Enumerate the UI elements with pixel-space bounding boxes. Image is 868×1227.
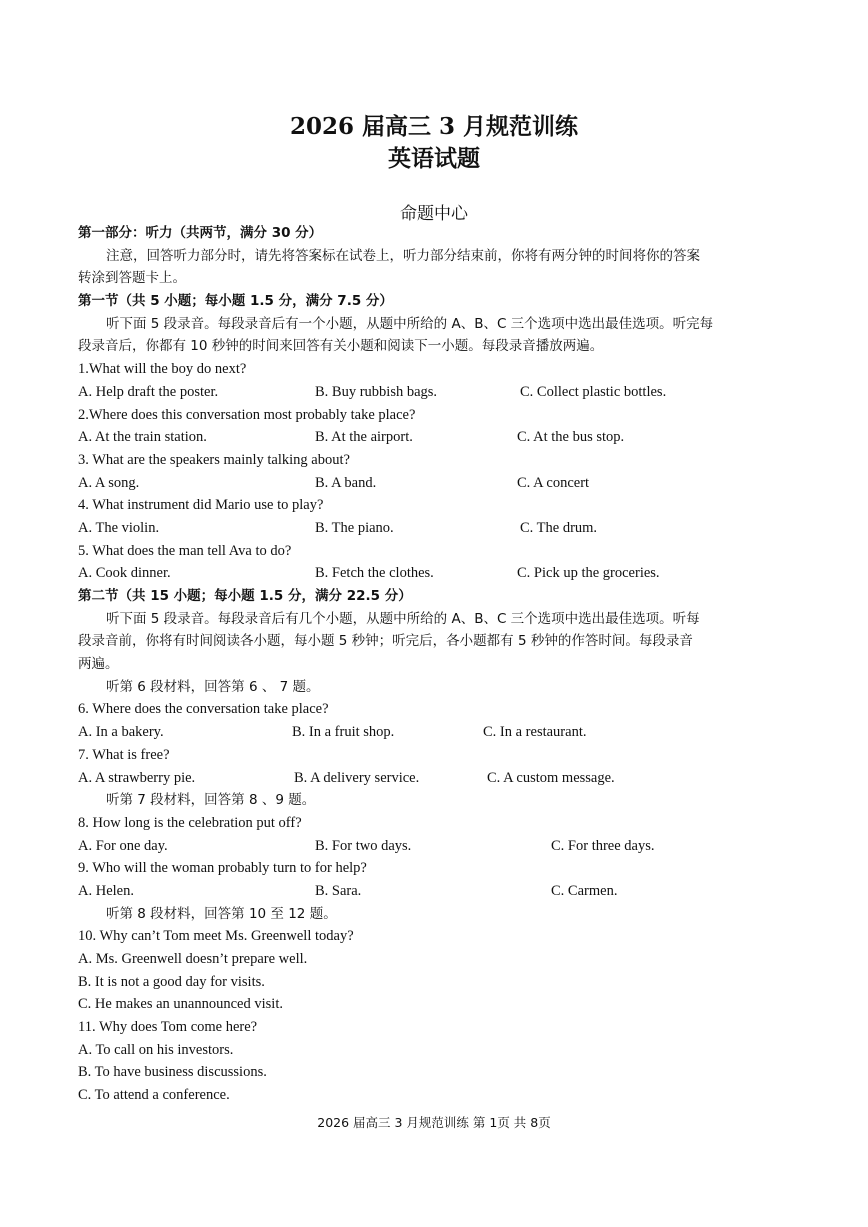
question-1-option-a: A. Help draft the poster. xyxy=(78,383,219,400)
question-9-options xyxy=(78,880,790,903)
question-8-option-a: A. For one day. xyxy=(78,837,168,854)
question-11-option-b: B. To have business discussions. xyxy=(78,1064,267,1081)
question-10-option-a: A. Ms. Greenwell doesn’t prepare well. xyxy=(78,951,308,967)
question-9-option-b: B. Sara. xyxy=(315,882,362,899)
passage-6-intro: 听第 6 段材料，回答第 6 、 7 题。 xyxy=(106,678,320,695)
question-11-option-c: C. To attend a conference. xyxy=(78,1087,230,1104)
passage-7-intro: 听第 7 段材料，回答第 8 、9 题。 xyxy=(106,792,316,809)
section2-instructions-line1: 听下面 5 段录音。每段录音后有几个小题，从题中所给的 A、B、C 三个选项中选出最佳选项。听每 xyxy=(106,610,700,627)
question-10-option-b: B. It is not a good day for visits. xyxy=(78,973,265,990)
question-9-option-c: C. Carmen. xyxy=(551,882,618,899)
question-10-option-c: C. He makes an unannounced visit. xyxy=(78,996,283,1013)
section2-instructions-line3: 两遍。 xyxy=(78,656,119,673)
question-1-option-b: B. Buy rubbish bags. xyxy=(315,383,438,400)
section2-heading: 第二节（共 15 小题；每小题 1.5 分，满分 22.5 分） xyxy=(78,588,412,604)
question-2-option-b: B. At the airport. xyxy=(315,429,413,446)
question-8-option-c: C. For three days. xyxy=(551,837,655,854)
question-6-option-c: C. In a restaurant. xyxy=(483,724,587,741)
question-4-option-b: B. The piano. xyxy=(315,519,394,536)
question-7-option-b: B. A delivery service. xyxy=(294,769,420,786)
question-1-options xyxy=(78,381,790,404)
exam-content xyxy=(78,222,790,1107)
question-8-options xyxy=(78,835,790,858)
question-9: 9. Who will the woman probably turn to for help? xyxy=(78,860,367,877)
question-8-option-b: B. For two days. xyxy=(315,837,412,854)
question-5-option-b: B. Fetch the clothes. xyxy=(315,565,434,582)
question-6: 6. Where does the conversation take place? xyxy=(78,701,329,718)
question-4-options xyxy=(78,517,790,540)
question-7-option-c: C. A custom message. xyxy=(487,769,615,786)
section1-instructions-line2: 段录音后，你都有 10 秒钟的时间来回答有关小题和阅读下一小题。每段录音播放两遍。 xyxy=(78,338,604,355)
question-3-option-c: C. A concert xyxy=(517,474,590,491)
question-6-options xyxy=(78,721,790,744)
part1-note-line2: 转涂到答题卡上。 xyxy=(78,270,186,287)
question-1-option-c: C. Collect plastic bottles. xyxy=(520,383,667,400)
question-4-option-a: A. The violin. xyxy=(78,519,160,536)
passage-8-intro: 听第 8 段材料，回答第 10 至 12 题。 xyxy=(106,905,337,922)
question-4-option-c: C. The drum. xyxy=(520,519,598,536)
exam-title: 2026 届高三 3 月规范训练 xyxy=(289,113,579,140)
question-5-options xyxy=(78,562,790,585)
question-1: 1.What will the boy do next? xyxy=(78,361,247,378)
question-7: 7. What is free? xyxy=(78,746,170,763)
question-11-option-a: A. To call on his investors. xyxy=(78,1041,234,1058)
question-3-option-a: A. A song. xyxy=(78,474,140,491)
question-3: 3. What are the speakers mainly talking about? xyxy=(78,451,350,468)
section1-instructions-line1: 听下面 5 段录音。每段录音后有一个小题，从题中所给的 A、B、C 三个选项中选出最佳选项。听完每 xyxy=(106,315,714,332)
question-5-option-a: A. Cook dinner. xyxy=(78,565,171,582)
question-11: 11. Why does Tom come here? xyxy=(78,1019,258,1036)
page-footer: 2026 届高三 3 月规范训练 第 1页 共 8页 xyxy=(317,1115,551,1130)
exam-author: 命题中心 xyxy=(400,204,468,224)
question-9-option-a: A. Helen. xyxy=(78,882,134,899)
question-8: 8. How long is the celebration put off? xyxy=(78,814,302,831)
question-3-option-b: B. A band. xyxy=(315,474,377,491)
question-5-option-c: C. Pick up the groceries. xyxy=(517,565,660,582)
section1-heading: 第一节（共 5 小题；每小题 1.5 分，满分 7.5 分） xyxy=(78,293,393,310)
question-3-options xyxy=(78,472,790,495)
question-7-options xyxy=(78,767,790,790)
question-5: 5. What does the man tell Ava to do? xyxy=(78,542,292,559)
exam-subject-title: 英语试题 xyxy=(388,145,480,172)
question-6-option-a: A. In a bakery. xyxy=(78,724,164,741)
question-6-option-b: B. In a fruit shop. xyxy=(292,724,395,741)
section2-instructions-line2: 段录音前，你将有时间阅读各小题，每小题 5 秒钟；听完后，各小题都有 5 秒钟的作答时间。每段录音 xyxy=(78,633,693,650)
question-4: 4. What instrument did Mario use to play? xyxy=(78,497,324,514)
part1-note-line1: 注意，回答听力部分时，请先将答案标在试卷上，听力部分结束前，你将有两分钟的时间将你的答案 xyxy=(106,247,700,264)
question-2-options xyxy=(78,426,790,449)
part1-heading: 第一部分：听力（共两节，满分 30 分） xyxy=(78,225,323,241)
question-10: 10. Why can’t Tom meet Ms. Greenwell today? xyxy=(78,928,354,945)
question-2-option-a: A. At the train station. xyxy=(78,429,207,446)
question-2: 2.Where does this conversation most probably take place? xyxy=(78,406,416,423)
question-7-option-a: A. A strawberry pie. xyxy=(78,769,196,786)
question-2-option-c: C. At the bus stop. xyxy=(517,429,625,446)
